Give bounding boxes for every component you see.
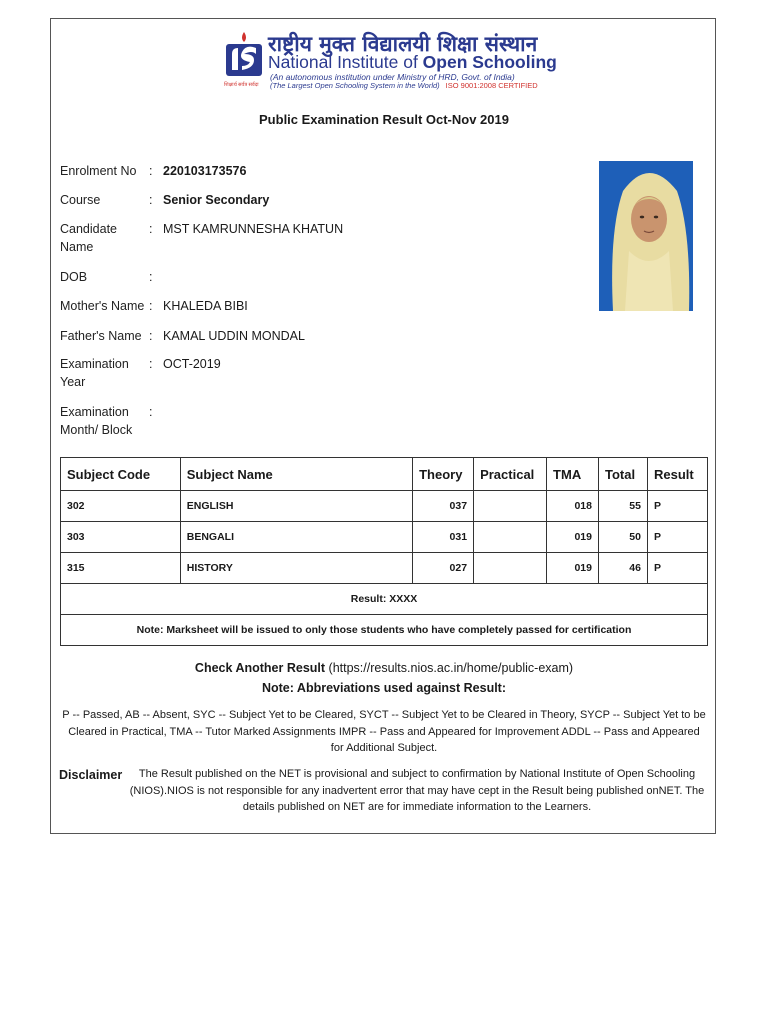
candidate-value: MST KAMRUNNESHA KHATUN [163,222,344,236]
father-value: KAMAL UDDIN MONDAL [163,329,305,343]
enrolment-label: Enrolment No [60,164,137,178]
course-value: Senior Secondary [163,193,270,207]
col-practical: Practical [474,458,547,491]
page-title: Public Examination Result Oct-Nov 2019 [259,112,509,127]
subject-code: 303 [61,522,181,553]
result-status: P [647,522,707,553]
marksheet-note-row [61,615,708,646]
check-another-label: Check Another Result [194,661,326,675]
subject-name: BENGALI [180,522,412,553]
overall-result: Result: XXXX [61,584,708,615]
subject-name: ENGLISH [180,491,412,522]
subject-name: HISTORY [180,553,412,584]
mother-value: KHALEDA BIBI [163,299,248,313]
disclaimer-label: Disclaimer [59,768,123,782]
disclaimer-text: The Result published on the NET is provisional and subject to confirmation by National Institute of Open Schooling (NIOS).NIOS is not responsible for any inadvertent error that may have cept in the Result being published onNET. The details published on NET are for immediate information to the Learners. [129,768,705,813]
nios-emblem-icon [224,30,264,82]
logo-tagline: शिक्षार्थ सर्वत्र सर्वदा [224,82,259,88]
course-label: Course [60,193,101,207]
col-subject-code: Subject Code [61,458,181,491]
hindi-title: राष्ट्रीय मुक्त विद्यालयी शिक्षा संस्थान [268,32,538,56]
result-status: P [647,553,707,584]
check-another-link[interactable]: (https://results.nios.ac.in/home/public-exam) [328,661,574,675]
nios-logo [224,30,557,90]
result-status: P [647,491,707,522]
practical-marks [474,491,547,522]
subject-code: 315 [61,553,181,584]
exam-year-value: OCT-2019 [163,357,221,371]
tma-marks: 019 [547,522,599,553]
col-tma: TMA [547,458,599,491]
enrolment-value: 220103173576 [163,164,247,178]
total-marks: 46 [599,553,648,584]
candidate-photo [599,161,699,311]
col-subject-name: Subject Name [180,458,412,491]
total-marks: 55 [599,491,648,522]
exam-block-label: Examination Month/ Block [60,405,133,437]
father-label: Father's Name [60,329,142,343]
subject-code: 302 [61,491,181,522]
candidate-label: Candidate Name [60,222,117,254]
abbreviations-title: Note: Abbreviations used against Result: [261,681,507,695]
logo-subtitle: (An autonomous institution under Ministry of HRD, Govt. of India) [270,72,515,82]
marks-table [60,457,708,646]
table-row [61,491,708,522]
tma-marks: 018 [547,491,599,522]
marksheet-note: Note: Marksheet will be issued to only those students who have completely passed for certification [61,615,708,646]
practical-marks [474,522,547,553]
theory-marks: 037 [413,491,474,522]
practical-marks [474,553,547,584]
theory-marks: 031 [413,522,474,553]
col-total: Total [599,458,648,491]
iso-certification: ISO 9001:2008 CERTIFIED [445,81,538,90]
exam-year-label: Examination Year [60,357,129,389]
check-another-result [0,661,768,675]
tma-marks: 019 [547,553,599,584]
total-marks: 50 [599,522,648,553]
logo-subtitle-2: (The Largest Open Schooling System in the World) ISO 9001:2008 CERTIFIED [270,81,538,90]
table-row [61,522,708,553]
table-row [61,553,708,584]
col-result: Result [647,458,707,491]
overall-result-row [61,584,708,615]
dob-label: DOB [60,270,88,284]
table-header-row [61,458,708,491]
mother-label: Mother's Name [60,299,145,313]
col-theory: Theory [413,458,474,491]
theory-marks: 027 [413,553,474,584]
abbreviations-text: P -- Passed, AB -- Absent, SYC -- Subject Yet to be Cleared, SYCT -- Subject Yet to be Cleared in Theory, SYCP -- Subject Yet to be Cleared in Practical, TMA -- Tutor Marked Assignments IMPR -- Pass and Appeared for Improvement ADDL -- Pass and Appeared for Additional Subject. [62,709,706,754]
english-title: National Institute of Open Schooling [268,52,557,72]
